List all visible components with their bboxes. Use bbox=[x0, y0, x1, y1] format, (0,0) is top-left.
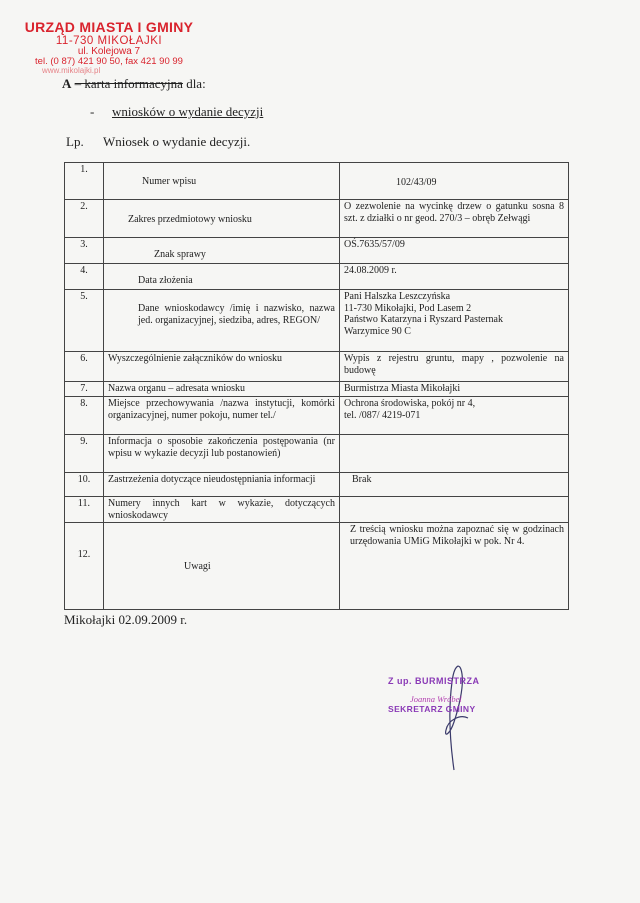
table-row bbox=[65, 473, 569, 497]
row-value bbox=[340, 290, 569, 352]
row-number: 3. bbox=[65, 238, 104, 264]
row-label-text: Data złożenia bbox=[138, 275, 193, 286]
row-label: Nazwa organu – adresata wniosku bbox=[104, 382, 340, 397]
table-row bbox=[65, 523, 569, 610]
category-text: wniosków o wydanie decyzji bbox=[112, 104, 264, 119]
card-category bbox=[90, 104, 263, 120]
card-letter: A bbox=[62, 76, 72, 91]
row-value: Burmistrza Miasta Mikołajki bbox=[340, 382, 569, 397]
row-value: O zezwolenie na wycinkę drzew o gatunku sosna 8 szt. z działki o nr geod. 270/3 – obręb Zełwągi bbox=[340, 200, 569, 238]
row-label bbox=[104, 290, 340, 352]
table-row bbox=[65, 435, 569, 473]
row-label: Zastrzeżenia dotyczące nieudostępniania informacji bbox=[104, 473, 340, 497]
row-label-text: Znak sprawy bbox=[154, 249, 206, 260]
table-row bbox=[65, 397, 569, 435]
applicant-line: Warzymice 90 C bbox=[344, 325, 411, 337]
table-row bbox=[65, 352, 569, 382]
row-number: 9. bbox=[65, 435, 104, 473]
stamp-phone: tel. (0 87) 421 90 50, fax 421 90 99 bbox=[35, 56, 183, 68]
row-number: 7. bbox=[65, 382, 104, 397]
row-number: 2. bbox=[65, 200, 104, 238]
table-row bbox=[65, 497, 569, 523]
row-label-text: Dane wnioskodawcy /imię i nazwisko, nazwa jed. organizacyjnej, siedziba, adres, REGON/ bbox=[138, 303, 335, 326]
row-value bbox=[340, 435, 569, 473]
storage-line: tel. /087/ 4219-071 bbox=[344, 409, 421, 421]
table-row bbox=[65, 382, 569, 397]
row-value bbox=[340, 397, 569, 435]
signature-authority: Z up. BURMISTRZA bbox=[388, 676, 480, 686]
applicant-line: 11-730 Mikołajki, Pod Lasem 2 bbox=[344, 302, 472, 314]
row-label: Numery innych kart w wykazie, dotyczących wnioskodawcy bbox=[104, 497, 340, 523]
table-row bbox=[65, 200, 569, 238]
row-number bbox=[65, 523, 104, 610]
row-value: OŚ.7635/57/09 bbox=[340, 238, 569, 264]
lp-heading bbox=[66, 134, 250, 150]
card-type-suffix: dla: bbox=[182, 76, 206, 91]
stamp-office-name: URZĄD MIASTA I GMINY bbox=[24, 19, 194, 35]
stamp-street: ul. Kolejowa 7 bbox=[77, 45, 141, 57]
row-label: Wyszczególnienie załączników do wniosku bbox=[104, 352, 340, 382]
card-type-struck: – karta informacyjna bbox=[74, 76, 183, 91]
table-row bbox=[65, 163, 569, 200]
applicant-line: Państwo Katarzyna i Ryszard Pasternak bbox=[344, 314, 503, 325]
table-row bbox=[65, 290, 569, 352]
applicant-line: Pani Halszka Leszczyńska bbox=[344, 291, 451, 302]
card-intro bbox=[62, 76, 206, 92]
signature-stamp bbox=[388, 668, 516, 758]
row-number: 6. bbox=[65, 352, 104, 382]
row-label bbox=[104, 238, 340, 264]
row-number: 4. bbox=[65, 264, 104, 290]
row-number: 8. bbox=[65, 397, 104, 435]
place-and-date: Mikołajki 02.09.2009 r. bbox=[64, 612, 188, 627]
office-stamp bbox=[14, 20, 204, 76]
row-value bbox=[340, 497, 569, 523]
row-value: Z treścią wniosku można zapoznać się w godzinach urzędowania UMiG Mikołajki w pok. Nr 4. bbox=[340, 523, 569, 610]
row-label bbox=[104, 163, 340, 200]
row-value: 24.08.2009 r. bbox=[340, 264, 569, 290]
row-number-text: 12. bbox=[77, 549, 91, 560]
row-number: 10. bbox=[65, 473, 104, 497]
row-label: Informacja o sposobie zakończenia postępowania (nr wpisu w wykazie decyzji lub postanowień) bbox=[104, 435, 340, 473]
storage-line: Ochrona środowiska, pokój nr 4, bbox=[344, 398, 476, 409]
row-label-text: Numer wpisu bbox=[142, 176, 197, 187]
lp-text: Wniosek o wydanie decyzji. bbox=[103, 134, 251, 149]
row-label-text: Uwagi bbox=[184, 561, 211, 572]
bullet-dash: - bbox=[90, 104, 95, 119]
table-row bbox=[65, 238, 569, 264]
signatory-name: Joanna Wróbel bbox=[410, 694, 462, 704]
signatory-title: SEKRETARZ GMINY bbox=[388, 704, 476, 714]
lp-label: Lp. bbox=[66, 134, 84, 149]
row-value: Brak bbox=[340, 473, 569, 497]
row-label-text: Zakres przedmiotowy wniosku bbox=[128, 214, 252, 225]
row-value bbox=[340, 163, 569, 200]
row-value: Wypis z rejestru gruntu, mapy , pozwolenie na budowę bbox=[340, 352, 569, 382]
stamp-website: www.mikolajki.pl bbox=[42, 66, 101, 76]
row-number: 5. bbox=[65, 290, 104, 352]
row-label bbox=[104, 523, 340, 610]
table-row bbox=[65, 264, 569, 290]
row-number: 11. bbox=[65, 497, 104, 523]
row-label bbox=[104, 264, 340, 290]
row-number: 1. bbox=[65, 163, 104, 200]
row-label: Miejsce przechowywania /nazwa instytucji, komórki organizacyjnej, numer pokoju, numer tel./ bbox=[104, 397, 340, 435]
row-label bbox=[104, 200, 340, 238]
stamp-postal-code: 11-730 MIKOŁAJKI bbox=[55, 34, 163, 47]
row-value-text: 102/43/09 bbox=[396, 177, 437, 188]
info-card-table bbox=[64, 162, 569, 610]
